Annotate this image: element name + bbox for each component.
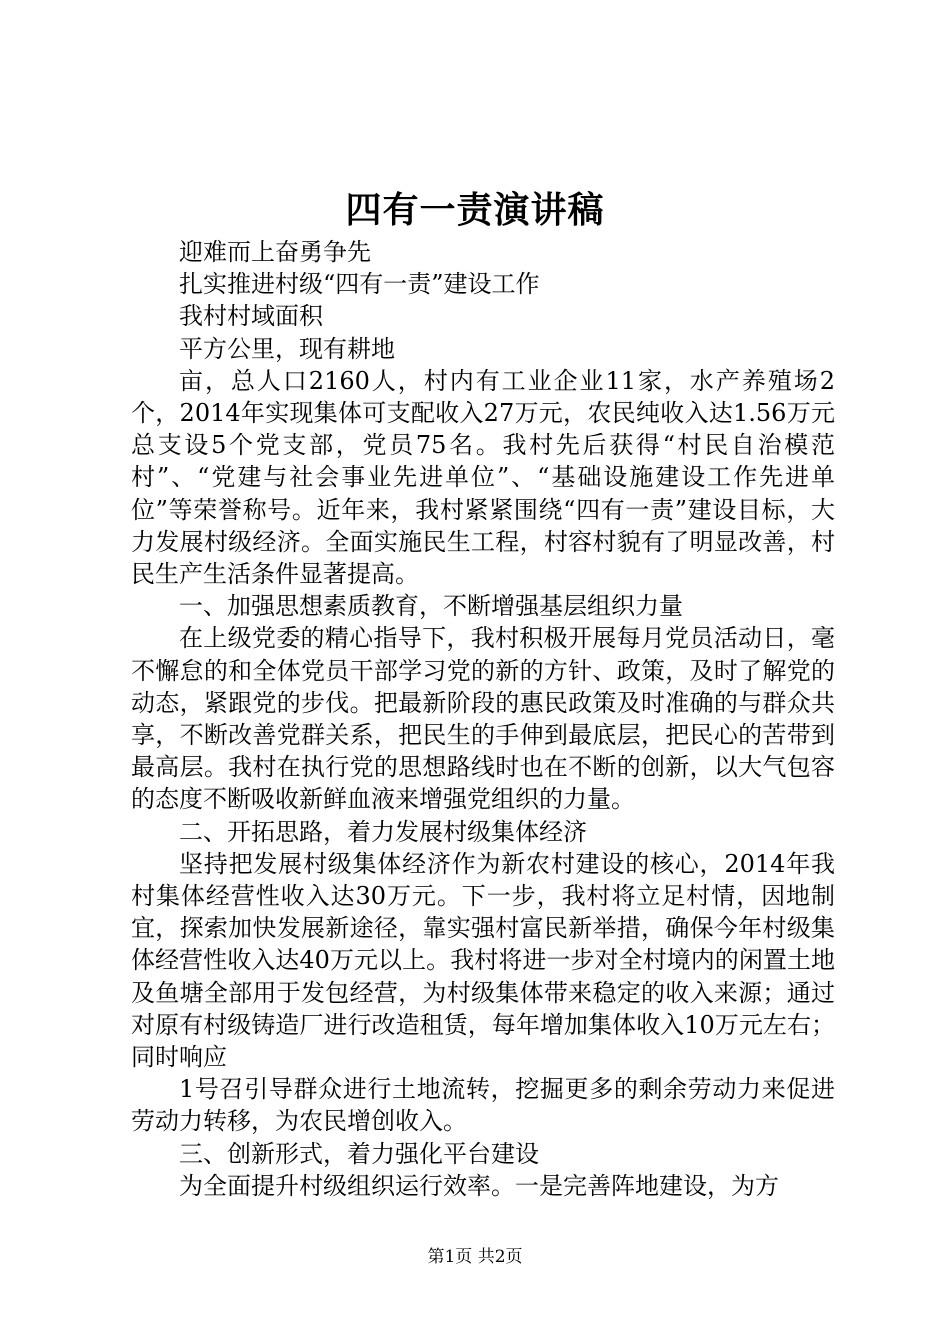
document-body: [131, 236, 835, 1202]
document-title: 四有一责演讲稿: [345, 189, 605, 231]
paragraph-area: 我村村域面积: [179, 302, 323, 331]
paragraph-farmland: 平方公里，现有耕地: [179, 334, 395, 363]
paragraph-section-1: 在上级党委的精心指导下，我村积极开展每月党员活动日，毫不懈怠的和全体党员干部学习党的新的方针、政策，及时了解党的动态，紧跟党的步伐。把最新阶段的惠民政策及时准确的与群众共享，不断改善党群关系，把民生的手伸到最底层，把民心的苦带到最高层。我村在执行党的思想路线时也在不断的创新，以大气包容的态度不断吸收新鲜血液来增强党组织的力量。: [131, 624, 835, 814]
page-footer: 第1页 共2页: [427, 1247, 523, 1267]
paragraph-heading-1: 迎难而上奋勇争先: [179, 238, 371, 266]
section-heading-3: 三、创新形式，着力强化平台建设: [179, 1139, 539, 1168]
paragraph-section-2: 坚持把发展村级集体经济作为新农村建设的核心，2014年我村集体经营性收入达30万元。下一步，我村将立足村情，因地制宜，探索加快发展新途径，靠实强村富民新举措，确保今年村级集体经营性收入达40万元以上。我村将进一步对全村境内的闲置土地及鱼塘全部用于发包经营，为村级集体带来稳定的收入来源；通过对原有村级铸造厂进行改造租赁，每年增加集体收入10万元左右；同时响应: [131, 849, 835, 1072]
paragraph-section-3: 为全面提升村级组织运行效率。一是完善阵地建设，为方: [179, 1171, 779, 1200]
section-heading-1: 一、加强思想素质教育，不断增强基层组织力量: [179, 592, 683, 621]
paragraph-section-2-cont: 1号召引导群众进行土地流转，挖掘更多的剩余劳动力来促进劳动力转移，为农民增创收入。: [131, 1075, 835, 1136]
section-heading-2: 二、开拓思路，着力发展村级集体经济: [179, 817, 587, 846]
paragraph-overview: 亩，总人口2160人，村内有工业企业11家，水产养殖场2个，2014年实现集体可支配收入27万元，农民纯收入达1.56万元总支设5个党支部，党员75名。我村先后获得“村民自治模范村”、“党建与社会事业先进单位”、“基础设施建设工作先进单位”等荣誉称号。近年来，我村紧紧围绕“四有一责”建设目标，大力发展村级经济。全面实施民生工程，村容村貌有了明显改善，村民生产生活条件显著提高。: [131, 366, 835, 589]
paragraph-heading-2: 扎实推进村级“四有一责”建设工作: [179, 270, 540, 299]
